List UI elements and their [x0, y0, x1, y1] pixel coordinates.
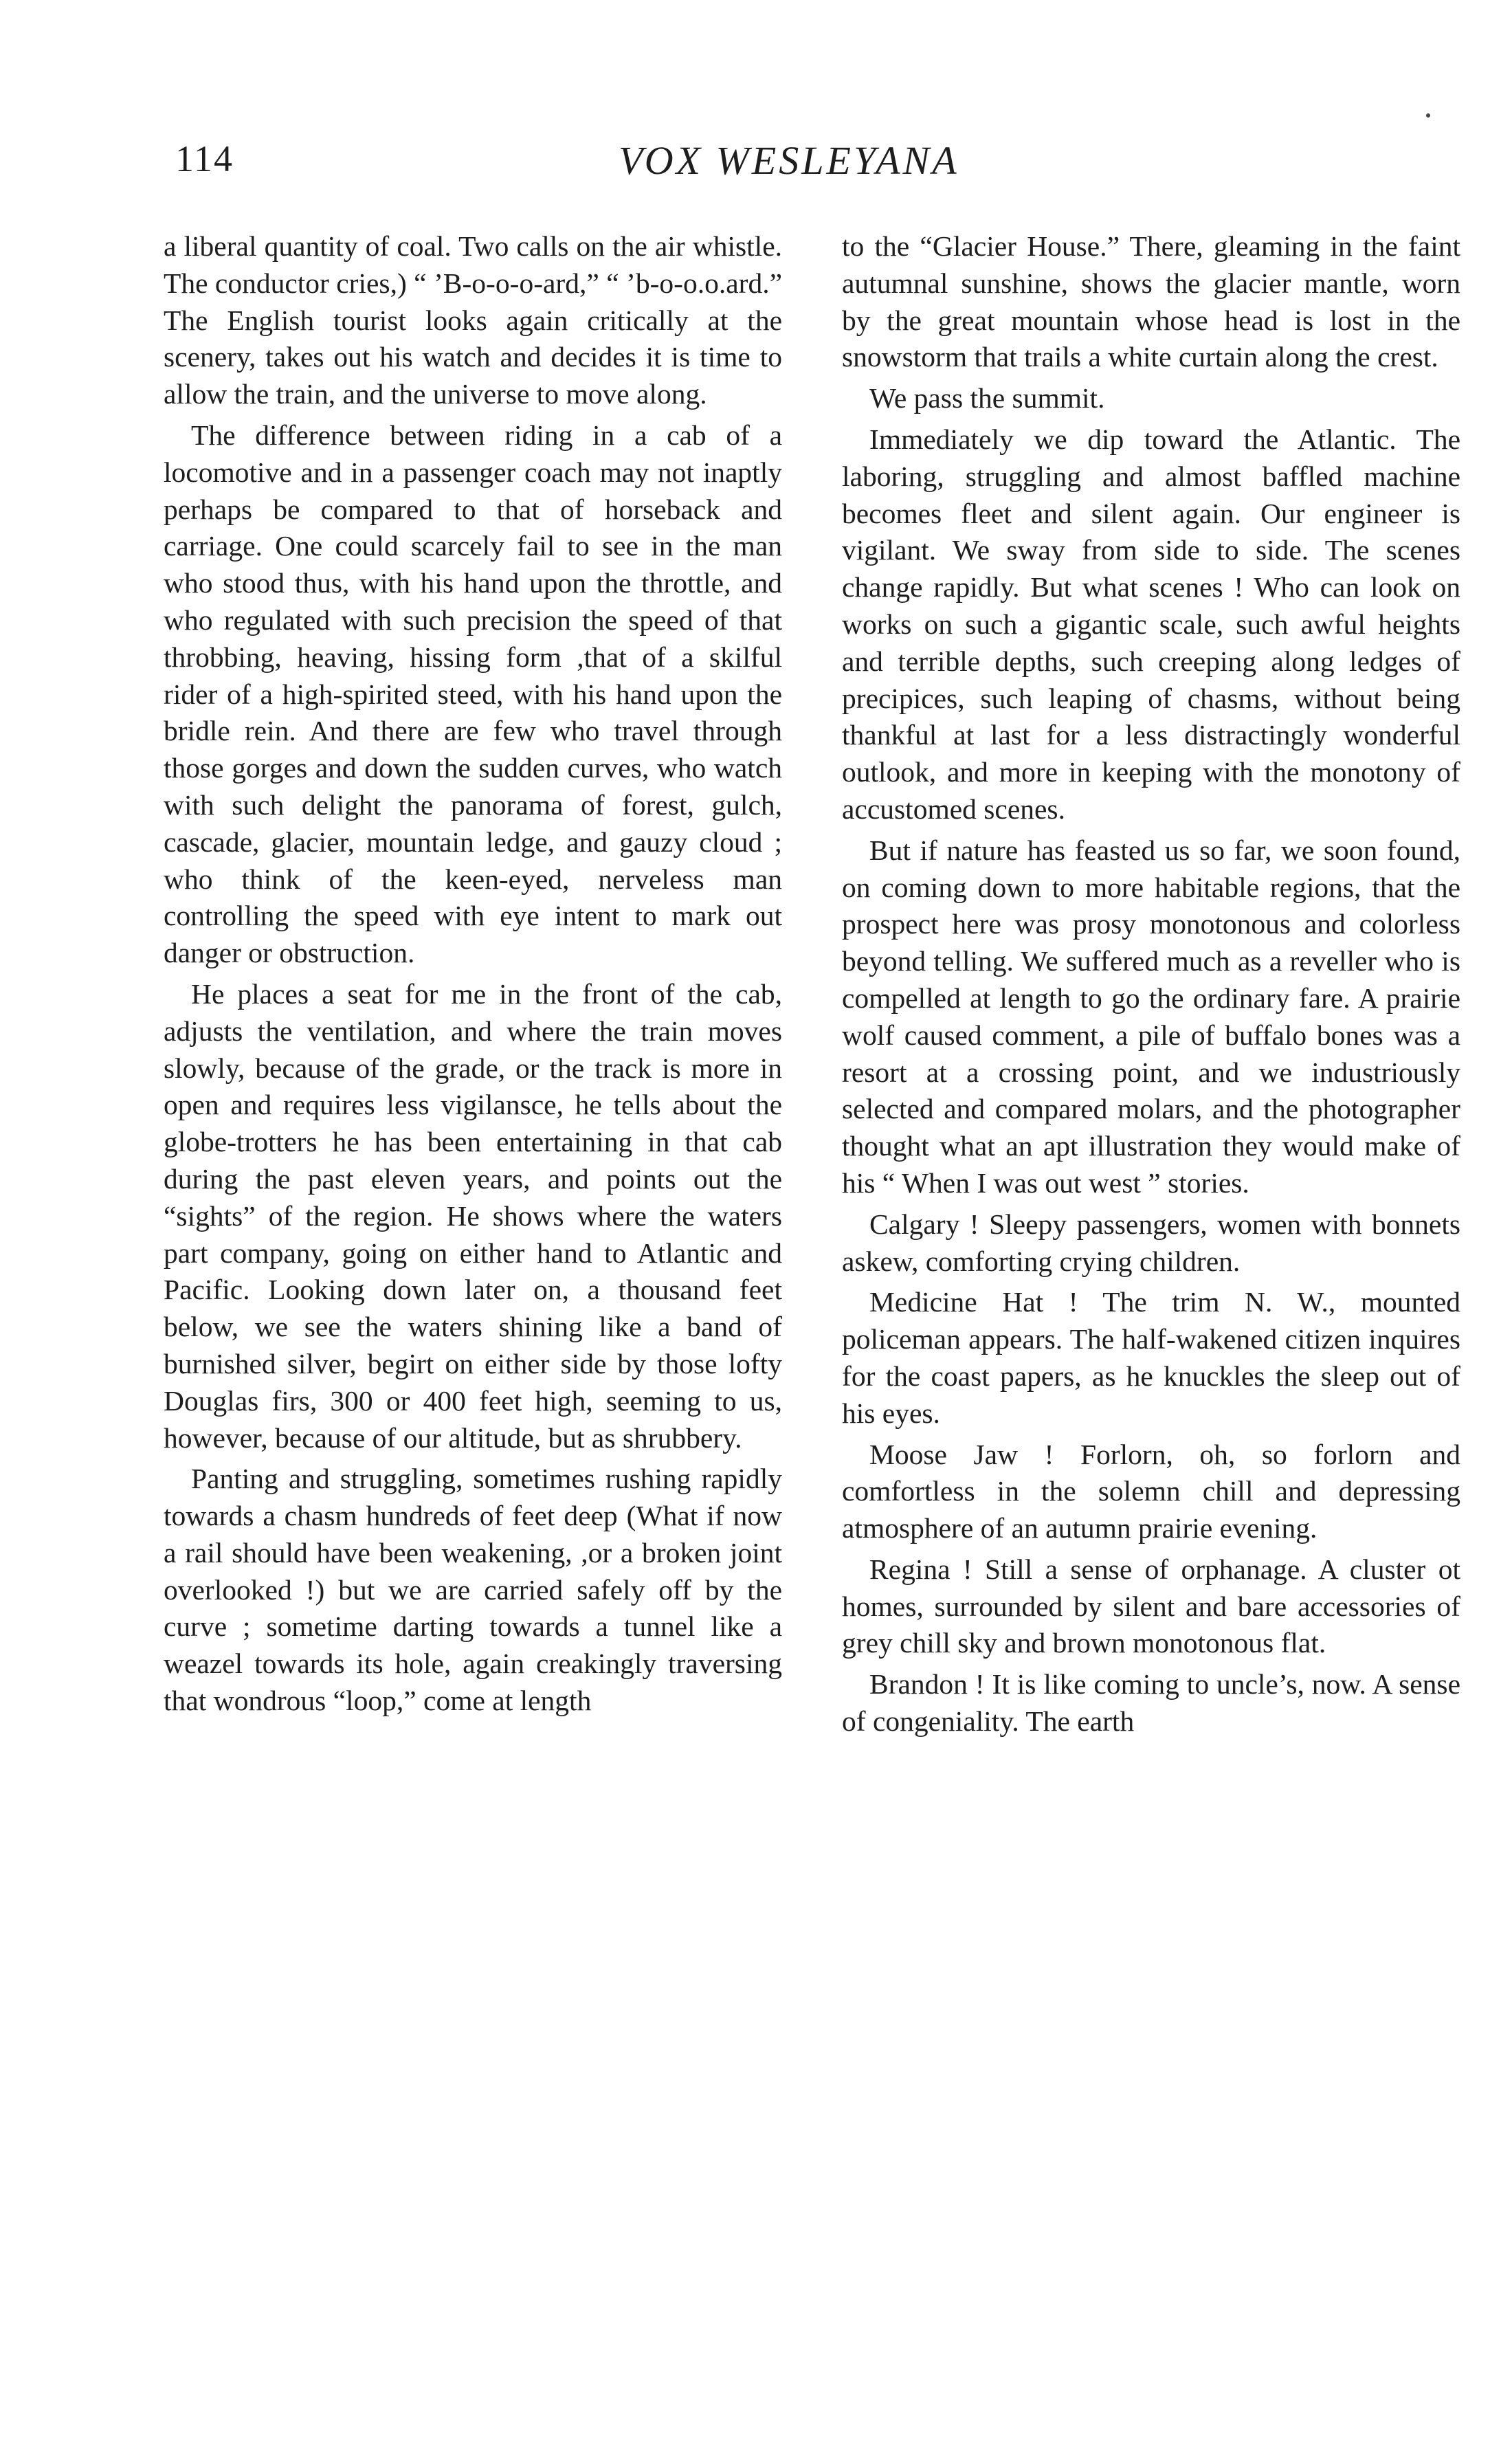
- paragraph: But if nature has feasted us so far, we soon found, on coming down to more habitable regions, that the prospect here was prosy monotonous and colorless beyond telling. We suffered much as a reveller who is compelled at length to go the ordinary fare. A prairie wolf caused comment, a pile of buffalo bones was a resort at a crossing point, and we industriously selected and compared molars, and the photographer thought what an apt illustration they would make of his “ When I was out west ” stories.: [842, 834, 1460, 1199]
- right-column: [842, 228, 1460, 1744]
- paragraph: Regina ! Still a sense of orphanage. A cluster ot homes, surrounded by silent and bare accessories of grey chill sky and brown monotonous flat.: [842, 1553, 1460, 1659]
- paragraph: Medicine Hat ! The trim N. W., mounted policeman appears. The half-wakened citizen inquires for the coast papers, as he knuckles the sleep out of his eyes.: [842, 1286, 1460, 1429]
- paragraph: Panting and struggling, sometimes rushing rapidly towards a chasm hundreds of feet deep (What if now a rail should have been weakening, ,or a broken joint overlooked !) but we are carried safely off by the curve ; sometime darting towards a tunnel like a weazel towards its hole, again creakingly traversing that wondrous “loop,” come at length: [164, 1463, 782, 1717]
- paragraph: Moose Jaw ! Forlorn, oh, so forlorn and comfortless in the solemn chill and depressing atmosphere of an autumn prairie evening.: [842, 1438, 1460, 1544]
- paragraph: The difference between riding in a cab of a locomotive and in a passenger coach may not inaptly perhaps be compared to that of horseback and carriage. One could scarcely fail to see in the man who stood thus, with his hand upon the throttle, and who regulated with such precision the speed of that throbbing, heaving, hissing form ,that of a skilful rider of a high-spirited steed, with his hand upon the bridle rein. And there are few who travel through those gorges and down the sudden curves, who watch with such delight the panorama of forest, gulch, cascade, glacier, mountain ledge, and gauzy cloud ; who think of the keen-eyed, nerveless man controlling the speed with eye intent to mark out danger or obstruction.: [164, 419, 782, 969]
- paragraph: We pass the summit.: [869, 382, 1105, 414]
- page-header: [0, 137, 1512, 199]
- paragraph: Calgary ! Sleepy passengers, women with bonnets askew, comforting crying children.: [842, 1208, 1460, 1277]
- paragraph: to the “Glacier House.” There, gleaming in the faint autumnal sunshine, shows the glacier mantle, worn by the great mountain whose head is lost in the snowstorm that trails a white curtain along the crest.: [842, 230, 1460, 373]
- running-head: VOX WESLEYANA: [619, 138, 959, 183]
- paragraph: Brandon ! It is like coming to uncle’s, now. A sense of congeniality. The earth: [842, 1668, 1460, 1738]
- left-column: [164, 228, 782, 1724]
- page-number: 114: [175, 138, 234, 179]
- paragraph: He places a seat for me in the front of the cab, adjusts the ventilation, and where the train moves slowly, because of the grade, or the track is more in open and requires less vigilansce, he tells about the globe-trotters he has been entertaining in that cab during the past eleven years, and points out the “sights” of the region. He shows where the waters part company, going on either hand to Atlantic and Pacific. Looking down later on, a thousand feet below, we see the waters shining like a band of burnished silver, begirt on either side by those lofty Douglas firs, 300 or 400 feet high, seeming to us, however, because of our altitude, but as shrubbery.: [164, 977, 782, 1454]
- paragraph: a liberal quantity of coal. Two calls on the air whistle. The conductor cries,) “ ’B-o-o-o-ard,” “ ’b-o-o.o.ard.” The English tourist looks again critically at the scenery, takes out his watch and decides it is time to allow the train, and the universe to move along.: [164, 230, 782, 410]
- paragraph: Immediately we dip toward the Atlantic. The laboring, struggling and almost baffled machine becomes fleet and silent again. Our engineer is vigilant. We sway from side to side. The scenes change rapidly. But what scenes ! Who can look on works on such a gigantic scale, such awful heights and terrible depths, such creeping along ledges of precipices, such leaping of chasms, without being thankful at last for a less distractingly wonderful outlook, and more in keeping with the monotony of accustomed scenes.: [842, 423, 1460, 825]
- ink-speck: [1426, 113, 1430, 118]
